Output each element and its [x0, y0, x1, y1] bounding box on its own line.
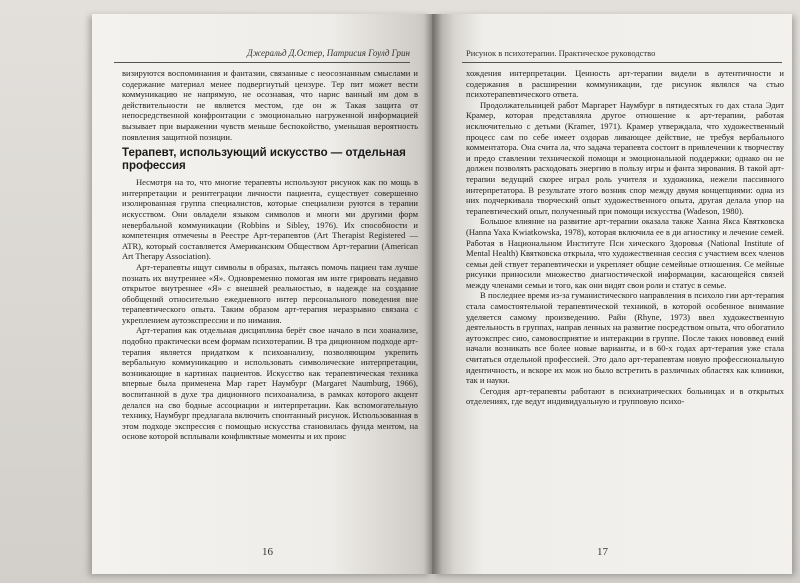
right-page-number: 17 — [597, 546, 608, 558]
left-header-rule — [114, 62, 410, 63]
left-paragraph-3: Арт-терапевты ищут символы в образах, пытаясь помочь пациен там лучше познать их внутреннее «Я». Одновременно помогая им инте грировать недавно открытое внутреннее «Я» с внешней реальностью, в надежде на создание обобщений относительно ежедневного интер персонального поведения вне терапевтического опыта. Таким образом арт-терапия неразрывно связана с укреплением аутоэкспрессии и по нимания. — [122, 261, 418, 325]
left-running-head: Джеральд Д.Остер, Патрисия Гоулд Грин — [247, 48, 410, 58]
left-page-body — [122, 68, 418, 442]
left-paragraph-1: визируются воспоминания и фантазии, связанные с неосознанным смыслами и содержание материал менее подвергнутый цензуре. Тер пит может вести коммуникацию не напрямую, не осознавая, что нарис ванный им дом в действительности не является местом, где он ж Такая защита от непосредственной конфронтации с эмоционально нагруженной информацией вызывает при выражении чувств меньше беспокойство, уменьшая вероятность появления защитной позиции. — [122, 68, 418, 142]
right-running-head: Рисунок в психотерапии. Практическое руководство — [466, 48, 656, 58]
left-page — [92, 14, 432, 574]
left-paragraph-2: Несмотря на то, что многие терапевты используют рисунок как по мощь в интерпретации и реинтеграции личности пациента, существует совершенно изолированная группа специалистов, которые специализи руются в терапии искусством. Они овладели языком символов и многи ми другими форм невербальной коммуникации (Robbins и Sibley, 1976). Их способности и компетенция отмечены в Реестре Арт-терапевтов (Art Therapist Registered — ATR), который составляется Американским Обществом Арт-терапии (American Art Therapy Association). — [122, 177, 418, 262]
left-paragraph-4: Арт-терапия как отдельная дисциплина берёт свое начало в пси хоанализе, подобно практически всем формам психотерапии. В тра диционном подходе арт-терапия является придатком к психоанализу, позволяющим укрепить вербальную коммуникацию и использовать символические интерпретации, возникающие в картинах пациентов. Искусство как терапевтическая техника впервые была применена Мар гарет Наумбург (Margaret Naumburg, 1966), воспитанной в духе тра диционного психоанализа, в рамках которого акцент делался на сво бодные ассоциации и интерпретации. Как вспомогательную технику, Наумбург предлагала включить спонтанный рисунок. Использованная в этом подходе экспрессия с помощью искусства становилась фунда ментом, на основе которой всплывали конфликтные моменты и их проис — [122, 325, 418, 442]
section-heading: Терапевт, использующий искусство — отдельная профессия — [122, 147, 406, 173]
right-paragraph-4: В последнее время из-за гуманистического направления в психоло гии арт-терапия стала самостоятельной терапевтической техникой, в которой особенное внимание уделяется самому произведению. Райн (Rhyne, 1973) ввел художественную деятельность в группах, направ ленных на развитие посредством опыта, что обогатило аутоэкспрес сию, самовосприятие и интеракции в группе. После таких нововвед ений начали возникать все более новые варианты, и в 60-х годах арт-терапия уже стала считаться отдельной профессией. Это дало арт-терапевтам новую профессиональную идентичность, и вскоре их мож но было встретить в различных областях как клиники, так и науки. — [466, 290, 784, 386]
right-paragraph-1: хождения интерпретации. Ценность арт-терапии видели в аутентичности и содержания в расширении коммуникации, где рисунок являлся ча стью психотерапевтического ответа. — [466, 68, 784, 100]
right-page-body — [466, 68, 784, 407]
right-paragraph-3: Большое влияние на развитие арт-терапии оказала также Ханна Якса Квятковска (Hanna Yaxa Kwiatkowska, 1978), которая включила ее в ди агностику и лечение семей. Работая в Национальном Институте Пси хического Здоровья (National Institute of Mental Health) Квятковска открыла, что художественная сессия с участием всех членов семьи дей ствует терапевтически и укрепляет общие семейные отношения. Се мейные рисунки приносили множество диагностической информации, касающейся связей между членами семьи и того, как они видят свои роли и статус в семье. — [466, 216, 784, 290]
book-gutter-shadow — [424, 14, 442, 574]
right-paragraph-2: Продолжательницей работ Маргарет Наумбург в пятидесятых го дах стала Эдит Крамер, которая представляла другое отношение к арт-терапии, работая исключительно с детьми (Kramer, 1971). Крамер утверждала, что художественный процесс сам по себе имеет оздорав ливающее действие, не требуя вербального комментатора. Она счита ла, что задача терапевта состоит в привлечении к творчеству и предо ставлении технической помощи и эмоциональной поддержки; однако он не должен позволять расходовать энергию в пользу игры и фанта зирования. В такой арт-терапии ведущий скорее играл роль учителя и художника, нежели пассивного интерпретатора. В результате этого возник спор между двумя концепциями: одна из них подчеркивала творческий опыт художественного опыта, другая делала упор на терапевтический опыт, полученный при помощи искусства (Wadeson, 1980). — [466, 99, 784, 216]
left-page-number: 16 — [262, 546, 273, 558]
right-page — [432, 14, 792, 574]
right-paragraph-5: Сегодня арт-терапевты работают в психиатрических больницах и в открытых отделениях, где ведут индивидуальную и групповую психо- — [466, 385, 784, 407]
right-header-rule — [462, 62, 782, 63]
